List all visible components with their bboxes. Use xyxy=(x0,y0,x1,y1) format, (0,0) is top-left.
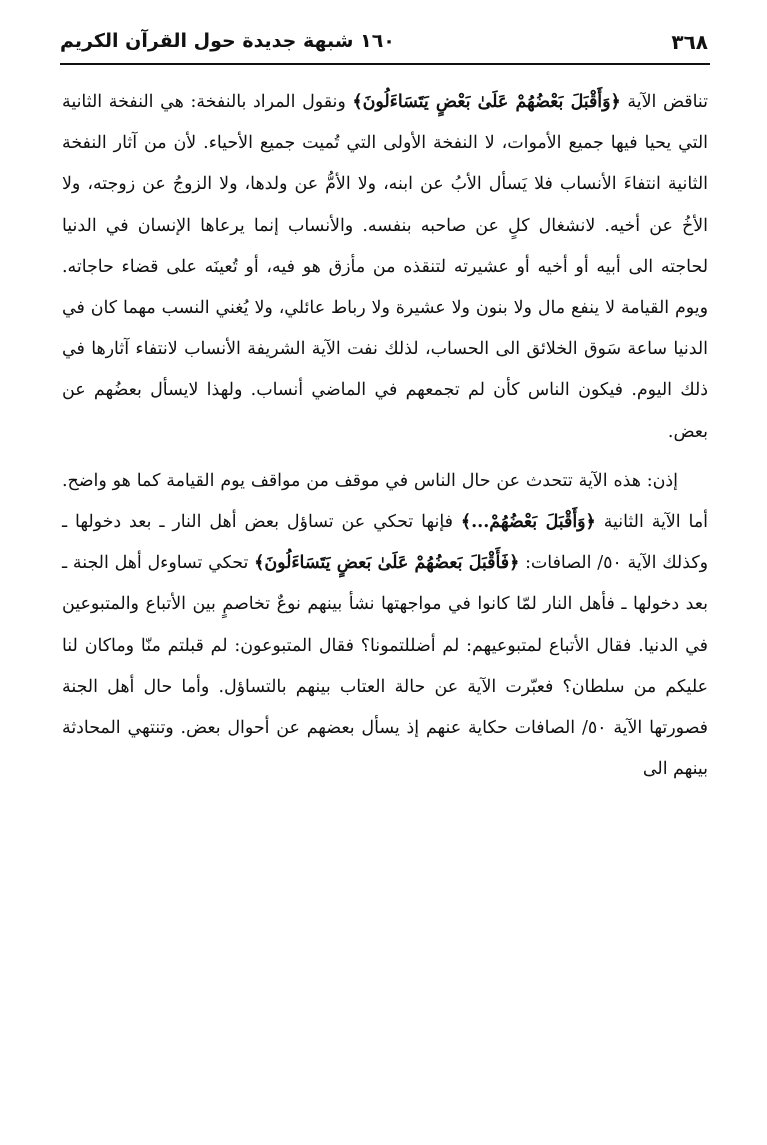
body-text xyxy=(62,82,708,790)
paragraph-1 xyxy=(62,82,708,453)
page-number: ٣٦٨ xyxy=(671,30,708,54)
running-title: ١٦٠ شبهة جديدة حول القرآن الكريم xyxy=(60,30,395,52)
quran-verse-3: ﴿فَأَقْبَلَ بَعضُهُمْ عَلَىٰ بَعضٍ يَتَسَاءَلُونَ﴾ xyxy=(254,553,520,574)
paragraph-2-text-b: فإنها تحكي عن تساؤل بعض أهل النار ـ بعد دخولها ـ وكذلك الآية ٥٠/ الصافات: xyxy=(62,512,709,574)
header-divider xyxy=(60,63,710,65)
paragraph-2-text-c: تحكي تساوءل أهل الجنة ـ بعد دخولها ـ فأهل النار لمّا كانوا في مواجهتها نشأ بينهم نوعٌ تخاصمٍ بين الأتباع والمتبوعين في الدنيا. فقال الأتباع لمتبوعيهم: لم أضللتمونا؟ فقال المتبوعون: لم قبلتم منّا وماكان لنا عليكم من سلطان؟ فعبّرت الآية عن حالة العتاب بينهم بالتساؤل. وأما حال أهل الجنة فصورتها الآية ٥٠/ الصافات حكاية عنهم إذ يسأل بعضهم عن أحوال بعض. وتنتهي المحادثة بينهم الى xyxy=(62,553,708,780)
paragraph-2-text-a: إذن: هذه الآية تتحدث عن حال الناس في موقف من مواقف يوم القيامة كما هو واضح. أما الآية الثانية xyxy=(62,470,709,533)
paragraph-2 xyxy=(62,461,708,791)
paragraph-1-text-b: ونقول المراد بالنفخة: هي النفخة الثانية التي يحيا فيها جميع الأموات، لا النفخة الأولى التي تُميت جميع الأحياء. لأن من آثار النفخة الثانية انتفاءَ الأنساب فلا يَسأل الأبُ عن ابنه، ولا الأمُّ عن ولدها، ولا الزوجُ عن زوجته، ولا الأخُ عن أخيه. لانشغال كلٍ عن صاحبه بنفسه. والأنساب إنما يرعاها الإنسان في الدنيا لحاجته الى أبيه أو أخيه أو عشيرته لتنقذه من مأزق هو فيه، أو تُعينَه على قضاء حاجاته. ويوم القيامة لا ينفع مال ولا بنون ولا عشيرة ولا رباط عائلي، ولا يُغني النسب مهما كان في الدنيا ساعة سَوق الخلائق الى الحساب، لذلك نفت الآية الشريفة الأنساب لانتفاء آثارها في ذلك اليوم. فيكون الناس كأن لم تجمعهم في الماضي أنساب. ولهذا لايسأل بعضُهم عن بعض. xyxy=(62,92,708,442)
paragraph-1-text-a: تناقض الآية xyxy=(620,92,708,112)
quran-verse-1: ﴿وَأَقْبَلَ بَعْضُهُمْ عَلَىٰ بَعْضٍ يَتَسَاءَلُونَ﴾ xyxy=(352,92,621,112)
page-header xyxy=(60,28,708,62)
quran-verse-2: ﴿وَأَقْبَلَ بَعْضُهُمْ...﴾ xyxy=(460,512,596,533)
